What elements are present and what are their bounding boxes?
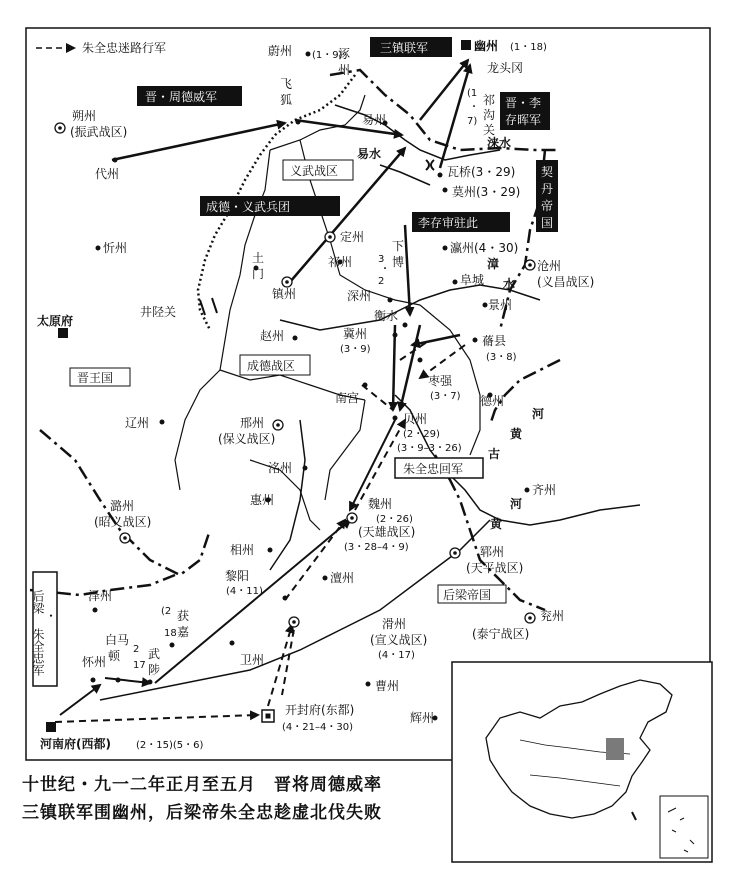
label-youzhou: 幽州 xyxy=(474,39,499,53)
label-zhaozhou: 赵州 xyxy=(260,329,285,343)
label-youzhou-date: (1・18) xyxy=(510,42,547,53)
region-jinwang: 晋王国 xyxy=(77,371,114,385)
label-feihu-1: 飞 xyxy=(280,77,293,91)
label-dingzhou: 定州 xyxy=(340,230,365,244)
label-yingzhou: 瀛州(4・30) xyxy=(450,241,519,255)
river-label-hh2-1: 河 xyxy=(510,497,523,511)
label-weizhou-wei: 卫州 xyxy=(240,653,265,667)
label-luzhou-region: (昭义战区) xyxy=(94,515,152,529)
army-label-li-cunxu: 李存审驻此 xyxy=(418,216,479,230)
label-jingzhou: 景州 xyxy=(488,298,513,312)
label-huizhou: 惠州 xyxy=(250,493,275,507)
army-box-chengde xyxy=(200,196,340,216)
label-xiabo-2: 博 xyxy=(392,255,405,269)
label-xiabo-date-2: ・ xyxy=(380,264,390,275)
region-qidan-2: 丹 xyxy=(541,182,554,196)
legend-label: 朱全忠迷路行军 xyxy=(82,41,167,55)
label-feihu-2: 狐 xyxy=(280,93,293,107)
label-hengshui: 衡水 xyxy=(374,309,399,323)
inset-map xyxy=(452,662,712,862)
river-label-hh1-2: 黄 xyxy=(510,427,523,441)
label-luzhou: 潞州 xyxy=(110,499,135,513)
army-label-li-1: 晋・李 xyxy=(505,96,542,110)
label-yizhou: 易州 xyxy=(362,113,387,127)
region-houliang: 后梁帝国 xyxy=(443,588,492,602)
label-xiabo-date-3: 2 xyxy=(378,276,385,287)
label-zhenzhou: 镇州 xyxy=(272,287,297,301)
label-liaozhou: 辽州 xyxy=(125,416,150,430)
label-weizhou-tx-date: (2・26) xyxy=(376,514,413,525)
inset-south-sea xyxy=(660,796,708,858)
label-weizhou-tx-region: (天雄战区) xyxy=(358,525,416,539)
capital-marker-kaifeng-inner xyxy=(266,714,271,719)
army-label-houliang-2: ・ xyxy=(45,609,58,623)
label-zhuo-date: (1・9) xyxy=(312,50,343,61)
capital-marker-henan xyxy=(46,722,56,732)
label-wuzhi-date-2: 17 xyxy=(133,660,146,671)
army-box-li xyxy=(500,92,550,130)
label-huojia-2: 嘉 xyxy=(177,625,190,639)
label-qigou-date-2: ・ xyxy=(469,102,479,113)
label-huazhou-region: (宣义战区) xyxy=(370,633,428,647)
label-waqiao: 瓦桥(3・29) xyxy=(447,165,516,179)
label-xiabo-1: 下 xyxy=(392,239,405,253)
label-dezhou: 德州 xyxy=(480,394,505,408)
label-daizhou: 代州 xyxy=(95,167,120,181)
label-beizhou-date-1: (2・29) xyxy=(403,429,440,440)
river-label-ju: 涞水 xyxy=(487,136,512,150)
label-huojia-date-2: 18 xyxy=(164,628,177,639)
label-tiaoxian: 蓨县 xyxy=(482,334,507,348)
label-huojia-date-1: (2 xyxy=(161,606,172,617)
label-shenzhou: 深州 xyxy=(347,289,372,303)
label-xiabo-date-1: 3 xyxy=(378,254,385,265)
label-qigou-date-3: 7) xyxy=(467,116,478,127)
army-box-sanzhen xyxy=(370,37,452,57)
label-liyang: 黎阳 xyxy=(225,569,250,583)
label-baimadun-2: 顿 xyxy=(108,649,121,663)
label-kaifeng: 开封府(东都) xyxy=(285,703,355,717)
label-yunzhou-region: (天平战区) xyxy=(466,561,524,575)
label-qigou-1: 祁 xyxy=(483,93,496,107)
label-xiangzhou: 相州 xyxy=(230,543,255,557)
river-label-hh1-3: 古 xyxy=(488,447,501,461)
label-henan: 河南府(西都) xyxy=(40,737,111,751)
label-weizhou-tx: 魏州 xyxy=(368,497,393,511)
map-frame xyxy=(26,28,710,760)
label-xingzhou-region: (保义战区) xyxy=(218,432,276,446)
river-label-zhang-2: 水 xyxy=(503,277,516,291)
label-zezhou: 泽州 xyxy=(88,589,113,603)
army-box-li-cunxu xyxy=(412,212,510,232)
label-shuozhou-region: (振武战区) xyxy=(70,125,128,139)
label-jizhou-date: (3・9) xyxy=(340,344,371,355)
label-taiyuan: 太原府 xyxy=(37,314,74,328)
caption-line-1: 十世纪・九一二年正月至五月 晋将周德威率 xyxy=(22,775,382,795)
label-henan-date: (2・15)(5・6) xyxy=(136,740,204,751)
region-yiwu: 义武战区 xyxy=(290,164,339,178)
river-label-zhang-1: 漳 xyxy=(487,257,500,271)
label-weizhou: 蔚州 xyxy=(268,44,293,58)
label-wuzhi-1: 武 xyxy=(148,647,161,661)
label-tumen-2: 门 xyxy=(252,267,265,281)
label-wuzhi-date-1: 2 xyxy=(133,644,140,655)
label-yanzhou: 兖州 xyxy=(540,609,565,623)
label-liyang-date: (4・11) xyxy=(226,586,263,597)
region-qidan-4: 国 xyxy=(541,216,554,230)
label-longtougang: 龙头冈 xyxy=(487,61,524,75)
region-qidan-1: 契 xyxy=(541,165,554,179)
army-label-zhu-return: 朱全忠回军 xyxy=(403,462,464,476)
army-box-houliang xyxy=(31,572,57,686)
army-label-sanzhen: 三镇联军 xyxy=(380,41,429,55)
label-mingzhou: 洺州 xyxy=(268,461,293,475)
label-qizhou: 祁州 xyxy=(328,255,353,269)
label-wuzhi-2: 陟 xyxy=(148,663,161,677)
label-yunzhou: 郓州 xyxy=(480,545,505,559)
label-huojia-1: 获 xyxy=(177,609,190,623)
region-qidan-3: 帝 xyxy=(541,199,554,213)
label-fucheng: 阜城 xyxy=(460,273,485,287)
label-qizhou2: 齐州 xyxy=(532,483,557,497)
label-qigou-date-1: (1 xyxy=(467,88,478,99)
capital-marker-taiyuan xyxy=(58,328,68,338)
label-baimadun-1: 白马 xyxy=(105,633,130,647)
label-caozhou: 曹州 xyxy=(375,679,400,693)
label-cangzhou: 沧州 xyxy=(537,259,562,273)
label-tiaoxian-date: (3・8) xyxy=(486,352,517,363)
label-chanzhou: 澶州 xyxy=(330,571,355,585)
caption-line-2: 三镇联军围幽州，后梁帝朱全忠趁虚北伐失败 xyxy=(22,803,382,823)
label-huazhou: 滑州 xyxy=(382,617,407,631)
inset-highlight xyxy=(606,738,624,760)
river-label-yi: 易水 xyxy=(357,147,382,161)
label-qigou-3: 关 xyxy=(483,123,496,137)
label-beizhou-date-2: (3・9–3・26) xyxy=(397,443,462,454)
region-chengde: 成德战区 xyxy=(247,359,296,373)
label-jizhou: 冀州 xyxy=(343,327,368,341)
army-label-li-2: 存晖军 xyxy=(505,113,542,127)
capital-marker-youzhou xyxy=(461,40,471,50)
label-zaoqiang: 枣强 xyxy=(428,374,453,388)
army-label-houliang-1: 后梁 xyxy=(31,590,45,614)
label-huizhou2: 辉州 xyxy=(410,711,435,725)
label-weizhou-tx-date2: (3・28–4・9) xyxy=(344,542,409,553)
army-box-zhou xyxy=(137,86,242,106)
label-shuozhou: 朔州 xyxy=(72,109,97,123)
army-label-chengde: 成德・义武兵团 xyxy=(206,200,291,214)
river-label-hh2-2: 黄 xyxy=(490,517,503,531)
river-label-hh1-1: 河 xyxy=(532,407,545,421)
label-mozhou: 莫州(3・29) xyxy=(452,185,521,199)
army-label-houliang-3: 朱全忠军 xyxy=(31,628,45,676)
label-tumen-1: 土 xyxy=(252,251,265,265)
label-qigou-2: 沟 xyxy=(483,108,496,122)
label-huazhou-date: (4・17) xyxy=(378,650,415,661)
label-cangzhou-region: (义昌战区) xyxy=(537,275,595,289)
label-zaoqiang-date: (3・7) xyxy=(430,391,461,402)
label-jingxing: 井陉关 xyxy=(140,305,177,319)
label-xinzhou: 忻州 xyxy=(103,241,128,255)
label-kaifeng-date: (4・21–4・30) xyxy=(282,722,353,733)
label-zhuo-2: 州 xyxy=(338,63,351,77)
label-yanzhou-region: (泰宁战区) xyxy=(472,627,530,641)
label-beizhou: 贝州 xyxy=(403,412,428,426)
label-xingzhou: 邢州 xyxy=(240,416,265,430)
label-zhuo-1: 涿 xyxy=(338,47,351,61)
label-nangong: 南宫 xyxy=(335,391,360,405)
label-huaizhou: 怀州 xyxy=(82,655,107,669)
army-label-zhou: 晋・周德威军 xyxy=(145,90,218,104)
army-box-zhu-return xyxy=(395,458,483,478)
